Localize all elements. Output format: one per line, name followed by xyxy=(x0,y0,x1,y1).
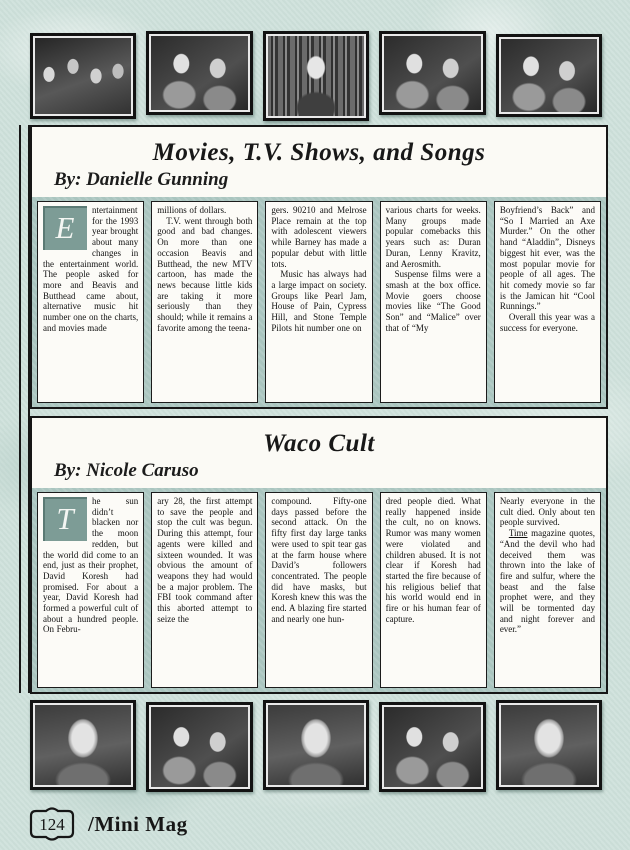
article-column xyxy=(380,201,487,403)
article-column xyxy=(37,201,144,403)
photo-couple xyxy=(146,702,252,792)
article-byline: By: Danielle Gunning xyxy=(54,169,229,190)
article-paragraph: T.V. went through both good and bad changes. On more than one occasion Beavis and Butthead, the new MTV cartoon, has made the news because little kids are taking it more seriously than they should; while it remains a favorite among the teena- xyxy=(157,215,253,333)
article-paragraph: Overall this year was a success for everyone. xyxy=(499,312,596,333)
article-paragraph: Time magazine quotes, “And the devil who had deceived them was thrown into the lake of fire and sulfur, where the beast and the false prophet were, and they will be tormented day and night forever and ever.” xyxy=(499,528,596,635)
article-paragraph: Boyfriend’s Back” and “So I Married an Axe Murder.” On the other hand “Aladdin”, Disneys biggest hit ever, was the most popular movie for people of all ages. The hit comedy movie so far is the Jamican hit “Cool Runnings.” xyxy=(499,205,596,312)
photo-portrait xyxy=(30,700,136,790)
article-column xyxy=(494,201,601,403)
article-paragraph: dred people died. What really happened inside the cult, no on knows. Rumor was many women were violated and children abused. It is not clear if Koresh had started the fire because of his religious belief that his world would end in fire or his human fear of capture. xyxy=(385,496,481,624)
article-paragraph: Nearly everyone in the cult died. Only about ten people survived. xyxy=(499,496,596,528)
photo-portrait xyxy=(496,700,602,790)
article-column xyxy=(265,492,372,688)
article-paragraph: millions of dollars. xyxy=(157,205,227,215)
bottom-photo-strip xyxy=(30,700,602,790)
article-paragraph: ntertainment for the 1993 year brought about many changes in the entertainment world. The people asked for more and Beavis and Butthead came about, alternative music hit number one on the charts, and movies made xyxy=(43,205,139,333)
page-number: 124 xyxy=(39,815,65,834)
drop-cap: T xyxy=(43,497,87,541)
photo-couple xyxy=(496,34,602,117)
article-waco-cult xyxy=(30,416,608,694)
photo-group xyxy=(30,33,136,119)
article-paragraph: compound. Fifty-one days passed before the second attack. On the fifty first day large tanks were used to spit tear gas at the farm house where David’s followers concentrated. The people did have masks, but Koresh knew this was the end. A blazing fire started and nearly one hun- xyxy=(271,496,367,624)
left-binding-rule xyxy=(19,125,30,693)
page-number-badge xyxy=(26,806,78,842)
article-columns xyxy=(32,488,606,692)
section-label: /Mini Mag xyxy=(88,811,188,836)
article-paragraph: he sun didn’t blacken nor the moon redden, but the world did come to an end, just as their prophet, David Koresh had promised. For about a year, David Koresh had formed a powerful cult of about a hundred people. On Febru- xyxy=(43,496,139,635)
drop-cap: E xyxy=(43,206,87,250)
article-column xyxy=(494,492,601,688)
article-title: Waco Cult xyxy=(263,430,375,457)
article-title: Movies, T.V. Shows, and Songs xyxy=(152,139,486,166)
article-byline: By: Nicole Caruso xyxy=(54,460,199,481)
article-columns xyxy=(32,197,606,407)
photo-couple xyxy=(379,702,485,792)
article-column xyxy=(37,492,144,688)
article-paragraph: ary 28, the first attempt to save the people and stop the cult was begun. During this attempt, four agents were killed and sixteen wounded. It was obvious the amount of weapons they had would be a major problem. The FBI took command after this aborted attempt to seize the xyxy=(157,496,253,624)
article-column xyxy=(380,492,487,688)
article-column xyxy=(265,201,372,403)
article-paragraph: Suspense films were a smash at the box office. Movie goers choose movies like “The Good Son” and “Malice” over that of “My xyxy=(385,269,481,333)
article-movies-tv-songs xyxy=(30,125,608,409)
article-paragraph: various charts for weeks. Many groups made popular comebacks this years such as: Duran Duran, Lenny Kravitz, and Aerosmith. xyxy=(385,205,481,269)
photo-couple xyxy=(379,31,485,115)
article-column xyxy=(151,201,258,403)
photo-portrait xyxy=(263,700,369,790)
article-column xyxy=(151,492,258,688)
photo-bookshelf xyxy=(263,31,369,121)
article-paragraph: Music has always had a large impact on society. Groups like Pearl Jam, House of Pain, Cypress Hill, and Stone Temple Pilots hit number one on xyxy=(271,269,367,333)
page-footer xyxy=(26,804,188,844)
top-photo-strip xyxy=(30,31,602,115)
article-paragraph: gers. 90210 and Melrose Place remain at the top with adolescent viewers while Barney has made a popular debut with little tots. xyxy=(271,205,367,269)
photo-couple xyxy=(146,31,252,115)
